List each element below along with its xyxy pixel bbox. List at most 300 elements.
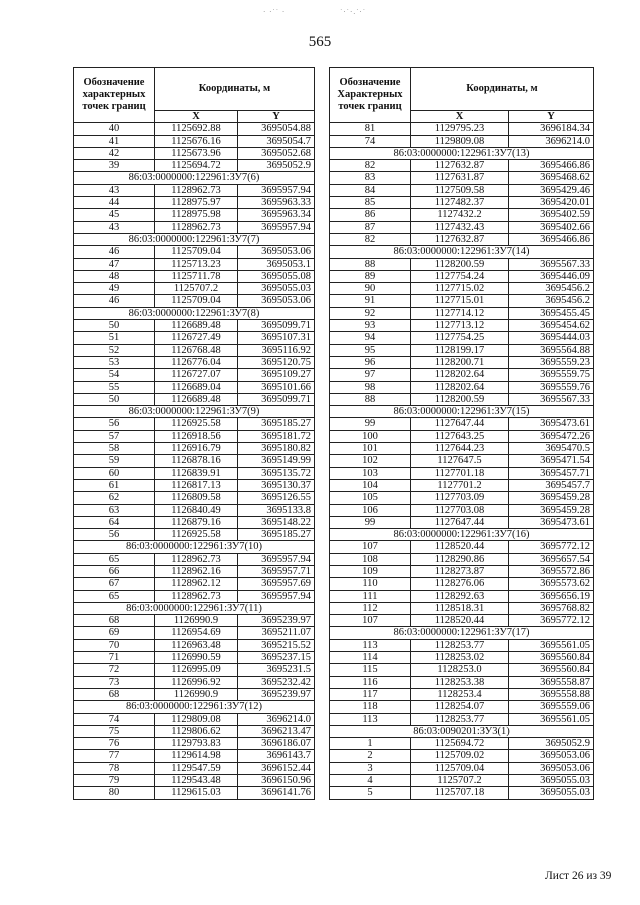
cadastral-section-label: 86:03:0000000:122961:ЗУ7(15)	[330, 406, 594, 418]
y-coordinate-cell: 3695444.03	[509, 332, 594, 344]
x-coordinate-cell: 1126990.9	[155, 615, 238, 627]
point-id-cell: 99	[330, 516, 411, 528]
left-table-body	[74, 123, 315, 799]
y-coordinate-cell: 3696184.34	[509, 123, 594, 135]
table-row	[330, 197, 594, 209]
table-row	[330, 615, 594, 627]
table-row	[330, 332, 594, 344]
y-coordinate-cell: 3695459.28	[509, 492, 594, 504]
x-coordinate-cell: 1126727.07	[155, 369, 238, 381]
y-coordinate-cell: 3695053.06	[509, 762, 594, 774]
table-row	[74, 664, 315, 676]
point-id-cell: 88	[330, 258, 411, 270]
y-coordinate-cell: 3695053.06	[238, 295, 315, 307]
point-id-cell: 53	[74, 356, 155, 368]
y-coordinate-cell: 3695472.26	[509, 430, 594, 442]
x-coordinate-cell: 1125707.2	[155, 283, 238, 295]
table-row	[74, 467, 315, 479]
point-id-cell: 113	[330, 639, 411, 651]
y-coordinate-cell: 3695957.71	[238, 565, 315, 577]
x-coordinate-cell: 1128253.4	[411, 688, 509, 700]
x-coordinate-cell: 1128200.59	[411, 393, 509, 405]
x-coordinate-cell: 1129809.08	[155, 713, 238, 725]
x-coordinate-cell: 1125673.96	[155, 147, 238, 159]
point-id-cell: 71	[74, 652, 155, 664]
y-coordinate-cell: 3695052.9	[238, 160, 315, 172]
section-row	[330, 725, 594, 737]
table-row	[74, 688, 315, 700]
x-coordinate-cell: 1125694.72	[155, 160, 238, 172]
table-row	[330, 565, 594, 577]
table-row	[74, 639, 315, 651]
x-coordinate-cell: 1128253.77	[411, 639, 509, 651]
x-coordinate-cell: 1127631.87	[411, 172, 509, 184]
y-coordinate-cell: 3695107.31	[238, 332, 315, 344]
table-row	[74, 455, 315, 467]
y-coordinate-cell: 3696143.7	[238, 750, 315, 762]
point-id-cell: 41	[74, 135, 155, 147]
table-row	[330, 504, 594, 516]
x-coordinate-cell: 1126817.13	[155, 479, 238, 491]
cadastral-section-label: 86:03:0000000:122961:ЗУ7(12)	[74, 701, 315, 713]
x-coordinate-cell: 1127482.37	[411, 197, 509, 209]
point-id-cell: 115	[330, 664, 411, 676]
x-coordinate-cell: 1127632.87	[411, 233, 509, 245]
point-id-cell: 87	[330, 221, 411, 233]
x-coordinate-cell: 1125694.72	[411, 738, 509, 750]
point-id-cell: 89	[330, 270, 411, 282]
x-coordinate-cell: 1129795.23	[411, 123, 509, 135]
section-row	[74, 406, 315, 418]
cadastral-section-label: 86:03:0000000:122961:ЗУ7(7)	[74, 233, 315, 245]
x-coordinate-cell: 1126689.04	[155, 381, 238, 393]
x-coordinate-cell: 1127432.2	[411, 209, 509, 221]
y-coordinate-cell: 3695133.8	[238, 504, 315, 516]
y-coordinate-cell: 3695455.45	[509, 307, 594, 319]
point-id-cell: 2	[330, 750, 411, 762]
header-x: X	[155, 111, 238, 123]
table-row	[330, 270, 594, 282]
y-coordinate-cell: 3695053.06	[509, 750, 594, 762]
y-coordinate-cell: 3695055.08	[238, 270, 315, 282]
scan-artifact: · ·˙˙ ·	[263, 8, 286, 16]
x-coordinate-cell: 1128254.07	[411, 701, 509, 713]
point-id-cell: 56	[74, 529, 155, 541]
x-coordinate-cell: 1125709.04	[411, 762, 509, 774]
section-row	[74, 307, 315, 319]
x-coordinate-cell: 1127713.12	[411, 320, 509, 332]
y-coordinate-cell: 3695054.7	[238, 135, 315, 147]
point-id-cell: 84	[330, 184, 411, 196]
point-id-cell: 56	[74, 418, 155, 430]
point-id-cell: 108	[330, 553, 411, 565]
y-coordinate-cell: 3695572.86	[509, 565, 594, 577]
x-coordinate-cell: 1127754.24	[411, 270, 509, 282]
coordinates-table-right	[329, 67, 594, 800]
point-id-cell: 66	[74, 565, 155, 577]
table-row	[330, 135, 594, 147]
y-coordinate-cell: 3695239.97	[238, 688, 315, 700]
point-id-cell: 50	[74, 393, 155, 405]
cadastral-section-label: 86:03:0090201:ЗУ3(1)	[330, 725, 594, 737]
table-row	[74, 160, 315, 172]
table-row	[330, 775, 594, 787]
table-row	[74, 590, 315, 602]
point-id-cell: 114	[330, 652, 411, 664]
point-id-cell: 72	[74, 664, 155, 676]
y-coordinate-cell: 3695573.62	[509, 578, 594, 590]
y-coordinate-cell: 3695053.06	[238, 246, 315, 258]
y-coordinate-cell: 3695116.92	[238, 344, 315, 356]
x-coordinate-cell: 1126990.9	[155, 688, 238, 700]
point-id-cell: 1	[330, 738, 411, 750]
y-coordinate-cell: 3695149.99	[238, 455, 315, 467]
cadastral-section-label: 86:03:0000000:122961:ЗУ7(9)	[74, 406, 315, 418]
section-row	[330, 246, 594, 258]
y-coordinate-cell: 3696150.96	[238, 775, 315, 787]
y-coordinate-cell: 3695457.7	[509, 479, 594, 491]
y-coordinate-cell: 3695052.68	[238, 147, 315, 159]
x-coordinate-cell: 1128292.63	[411, 590, 509, 602]
x-coordinate-cell: 1126878.16	[155, 455, 238, 467]
table-row	[330, 307, 594, 319]
y-coordinate-cell: 3695559.23	[509, 356, 594, 368]
point-id-cell: 95	[330, 344, 411, 356]
point-id-cell: 110	[330, 578, 411, 590]
table-row	[330, 295, 594, 307]
y-coordinate-cell: 3695109.27	[238, 369, 315, 381]
point-id-cell: 107	[330, 541, 411, 553]
table-row	[330, 492, 594, 504]
point-id-cell: 52	[74, 344, 155, 356]
table-row	[330, 430, 594, 442]
x-coordinate-cell: 1128962.73	[155, 590, 238, 602]
x-coordinate-cell: 1128273.87	[411, 565, 509, 577]
table-row	[330, 701, 594, 713]
point-id-cell: 45	[74, 209, 155, 221]
y-coordinate-cell: 3695237.15	[238, 652, 315, 664]
y-coordinate-cell: 3695772.12	[509, 615, 594, 627]
table-row	[330, 418, 594, 430]
point-id-cell: 86	[330, 209, 411, 221]
point-id-cell: 117	[330, 688, 411, 700]
x-coordinate-cell: 1127632.87	[411, 160, 509, 172]
table-row	[330, 664, 594, 676]
table-row	[74, 652, 315, 664]
table-row	[330, 787, 594, 799]
point-id-cell: 51	[74, 332, 155, 344]
table-row	[330, 184, 594, 196]
point-id-cell: 69	[74, 627, 155, 639]
cadastral-section-label: 86:03:0000000:122961:ЗУ7(17)	[330, 627, 594, 639]
x-coordinate-cell: 1127432.43	[411, 221, 509, 233]
header-y: Y	[509, 111, 594, 123]
y-coordinate-cell: 3695559.75	[509, 369, 594, 381]
x-coordinate-cell: 1126954.69	[155, 627, 238, 639]
table-row	[330, 541, 594, 553]
y-coordinate-cell: 3695099.71	[238, 393, 315, 405]
x-coordinate-cell: 1128962.73	[155, 221, 238, 233]
y-coordinate-cell: 3695148.22	[238, 516, 315, 528]
table-row	[330, 356, 594, 368]
table-row	[330, 762, 594, 774]
y-coordinate-cell: 3695963.33	[238, 197, 315, 209]
table-row	[330, 455, 594, 467]
point-id-cell: 81	[330, 123, 411, 135]
y-coordinate-cell: 3695957.94	[238, 221, 315, 233]
y-coordinate-cell: 3695561.05	[509, 713, 594, 725]
point-id-cell: 62	[74, 492, 155, 504]
section-row	[74, 541, 315, 553]
point-id-cell: 73	[74, 676, 155, 688]
x-coordinate-cell: 1126809.58	[155, 492, 238, 504]
y-coordinate-cell: 3695181.72	[238, 430, 315, 442]
point-id-cell: 63	[74, 504, 155, 516]
y-coordinate-cell: 3696186.07	[238, 738, 315, 750]
table-row	[74, 775, 315, 787]
point-id-cell: 99	[330, 418, 411, 430]
x-coordinate-cell: 1125709.04	[155, 246, 238, 258]
x-coordinate-cell: 1125707.18	[411, 787, 509, 799]
x-coordinate-cell: 1127509.58	[411, 184, 509, 196]
y-coordinate-cell: 3695054.88	[238, 123, 315, 135]
point-id-cell: 104	[330, 479, 411, 491]
point-id-cell: 111	[330, 590, 411, 602]
table-row	[74, 123, 315, 135]
left-table-container	[73, 67, 315, 800]
point-id-cell: 49	[74, 283, 155, 295]
table-row	[74, 246, 315, 258]
x-coordinate-cell: 1126768.48	[155, 344, 238, 356]
x-coordinate-cell: 1128290.86	[411, 553, 509, 565]
table-row	[74, 553, 315, 565]
y-coordinate-cell: 3696141.76	[238, 787, 315, 799]
y-coordinate-cell: 3695560.84	[509, 652, 594, 664]
y-coordinate-cell: 3695564.88	[509, 344, 594, 356]
table-row	[74, 713, 315, 725]
point-id-cell: 67	[74, 578, 155, 590]
table-row	[74, 738, 315, 750]
table-row	[330, 209, 594, 221]
table-row	[74, 270, 315, 282]
y-coordinate-cell: 3695963.34	[238, 209, 315, 221]
table-row	[74, 418, 315, 430]
table-row	[74, 725, 315, 737]
point-id-cell: 107	[330, 615, 411, 627]
table-row	[74, 197, 315, 209]
y-coordinate-cell: 3695558.88	[509, 688, 594, 700]
x-coordinate-cell: 1127714.12	[411, 307, 509, 319]
x-coordinate-cell: 1126995.09	[155, 664, 238, 676]
x-coordinate-cell: 1128202.64	[411, 369, 509, 381]
x-coordinate-cell: 1128200.71	[411, 356, 509, 368]
table-row	[74, 516, 315, 528]
table-row	[74, 529, 315, 541]
y-coordinate-cell: 3695055.03	[238, 283, 315, 295]
point-id-cell: 85	[330, 197, 411, 209]
point-id-cell: 65	[74, 590, 155, 602]
table-row	[74, 184, 315, 196]
cadastral-section-label: 86:03:0000000:122961:ЗУ7(16)	[330, 529, 594, 541]
table-row	[74, 135, 315, 147]
point-id-cell: 43	[74, 184, 155, 196]
y-coordinate-cell: 3695130.37	[238, 479, 315, 491]
section-row	[330, 627, 594, 639]
point-id-cell: 54	[74, 369, 155, 381]
x-coordinate-cell: 1125692.88	[155, 123, 238, 135]
point-id-cell: 100	[330, 430, 411, 442]
table-row	[74, 283, 315, 295]
x-coordinate-cell: 1125709.02	[411, 750, 509, 762]
x-coordinate-cell: 1127701.2	[411, 479, 509, 491]
x-coordinate-cell: 1126839.91	[155, 467, 238, 479]
table-row	[330, 639, 594, 651]
section-row	[330, 529, 594, 541]
x-coordinate-cell: 1126689.48	[155, 320, 238, 332]
table-row	[74, 369, 315, 381]
x-coordinate-cell: 1129615.03	[155, 787, 238, 799]
table-row	[74, 479, 315, 491]
x-coordinate-cell: 1127754.25	[411, 332, 509, 344]
point-id-cell: 90	[330, 283, 411, 295]
y-coordinate-cell: 3695211.07	[238, 627, 315, 639]
section-row	[330, 406, 594, 418]
y-coordinate-cell: 3696213.47	[238, 725, 315, 737]
point-id-cell: 40	[74, 123, 155, 135]
table-row	[74, 209, 315, 221]
x-coordinate-cell: 1126776.04	[155, 356, 238, 368]
point-id-cell: 39	[74, 160, 155, 172]
y-coordinate-cell: 3695126.55	[238, 492, 315, 504]
cadastral-section-label: 86:03:0000000:122961:ЗУ7(13)	[330, 147, 594, 159]
x-coordinate-cell: 1128962.12	[155, 578, 238, 590]
table-row	[330, 258, 594, 270]
y-coordinate-cell: 3695456.2	[509, 283, 594, 295]
x-coordinate-cell: 1129614.98	[155, 750, 238, 762]
y-coordinate-cell: 3695101.66	[238, 381, 315, 393]
y-coordinate-cell: 3695470.5	[509, 443, 594, 455]
y-coordinate-cell: 3695473.61	[509, 418, 594, 430]
y-coordinate-cell: 3695402.66	[509, 221, 594, 233]
y-coordinate-cell: 3696214.0	[509, 135, 594, 147]
header-coordinates: Координаты, м	[411, 68, 594, 111]
x-coordinate-cell: 1129543.48	[155, 775, 238, 787]
table-row	[330, 578, 594, 590]
table-row	[74, 443, 315, 455]
x-coordinate-cell: 1125713.23	[155, 258, 238, 270]
point-id-cell: 75	[74, 725, 155, 737]
x-coordinate-cell: 1127715.02	[411, 283, 509, 295]
x-coordinate-cell: 1129547.59	[155, 762, 238, 774]
x-coordinate-cell: 1129793.83	[155, 738, 238, 750]
x-coordinate-cell: 1129809.08	[411, 135, 509, 147]
header-x: X	[411, 111, 509, 123]
section-row	[74, 701, 315, 713]
table-row	[330, 750, 594, 762]
point-id-cell: 61	[74, 479, 155, 491]
section-row	[74, 233, 315, 245]
point-id-cell: 65	[74, 553, 155, 565]
y-coordinate-cell: 3695231.5	[238, 664, 315, 676]
table-row	[74, 356, 315, 368]
y-coordinate-cell: 3695120.75	[238, 356, 315, 368]
x-coordinate-cell: 1127644.23	[411, 443, 509, 455]
y-coordinate-cell: 3695471.54	[509, 455, 594, 467]
table-row	[330, 652, 594, 664]
x-coordinate-cell: 1129806.62	[155, 725, 238, 737]
y-coordinate-cell: 3695559.76	[509, 381, 594, 393]
y-coordinate-cell: 3695957.94	[238, 590, 315, 602]
y-coordinate-cell: 3695429.46	[509, 184, 594, 196]
table-row	[74, 504, 315, 516]
point-id-cell: 3	[330, 762, 411, 774]
point-id-cell: 113	[330, 713, 411, 725]
x-coordinate-cell: 1126996.92	[155, 676, 238, 688]
point-id-cell: 94	[330, 332, 411, 344]
table-row	[330, 393, 594, 405]
x-coordinate-cell: 1128253.77	[411, 713, 509, 725]
point-id-cell: 48	[74, 270, 155, 282]
point-id-cell: 70	[74, 639, 155, 651]
x-coordinate-cell: 1128520.44	[411, 615, 509, 627]
page-number: 565	[308, 34, 332, 50]
coordinates-table-left	[73, 67, 315, 800]
x-coordinate-cell: 1128253.38	[411, 676, 509, 688]
x-coordinate-cell: 1126990.59	[155, 652, 238, 664]
x-coordinate-cell: 1128253.02	[411, 652, 509, 664]
point-id-cell: 58	[74, 443, 155, 455]
y-coordinate-cell: 3695053.1	[238, 258, 315, 270]
x-coordinate-cell: 1126918.56	[155, 430, 238, 442]
cadastral-section-label: 86:03:0000000:122961:ЗУ7(11)	[74, 602, 315, 614]
x-coordinate-cell: 1127643.25	[411, 430, 509, 442]
table-row	[330, 479, 594, 491]
x-coordinate-cell: 1125709.04	[155, 295, 238, 307]
y-coordinate-cell: 3695468.62	[509, 172, 594, 184]
header-point-designation: Обозначение Характерных точек границ	[330, 68, 411, 123]
y-coordinate-cell: 3695232.42	[238, 676, 315, 688]
x-coordinate-cell: 1126840.49	[155, 504, 238, 516]
y-coordinate-cell: 3695135.72	[238, 467, 315, 479]
x-coordinate-cell: 1125707.2	[411, 775, 509, 787]
point-id-cell: 112	[330, 602, 411, 614]
point-id-cell: 118	[330, 701, 411, 713]
point-id-cell: 109	[330, 565, 411, 577]
x-coordinate-cell: 1125676.16	[155, 135, 238, 147]
point-id-cell: 74	[330, 135, 411, 147]
x-coordinate-cell: 1127647.44	[411, 516, 509, 528]
x-coordinate-cell: 1126916.79	[155, 443, 238, 455]
point-id-cell: 74	[74, 713, 155, 725]
y-coordinate-cell: 3695957.69	[238, 578, 315, 590]
table-row	[330, 172, 594, 184]
table-row	[74, 320, 315, 332]
table-row	[330, 467, 594, 479]
table-row	[74, 578, 315, 590]
table-row	[74, 258, 315, 270]
y-coordinate-cell: 3695454.62	[509, 320, 594, 332]
table-row	[74, 627, 315, 639]
table-row	[330, 443, 594, 455]
table-row	[330, 602, 594, 614]
y-coordinate-cell: 3695456.2	[509, 295, 594, 307]
y-coordinate-cell: 3695099.71	[238, 320, 315, 332]
x-coordinate-cell: 1126925.58	[155, 418, 238, 430]
table-row	[74, 565, 315, 577]
table-row	[330, 233, 594, 245]
point-id-cell: 91	[330, 295, 411, 307]
y-coordinate-cell: 3695957.94	[238, 553, 315, 565]
